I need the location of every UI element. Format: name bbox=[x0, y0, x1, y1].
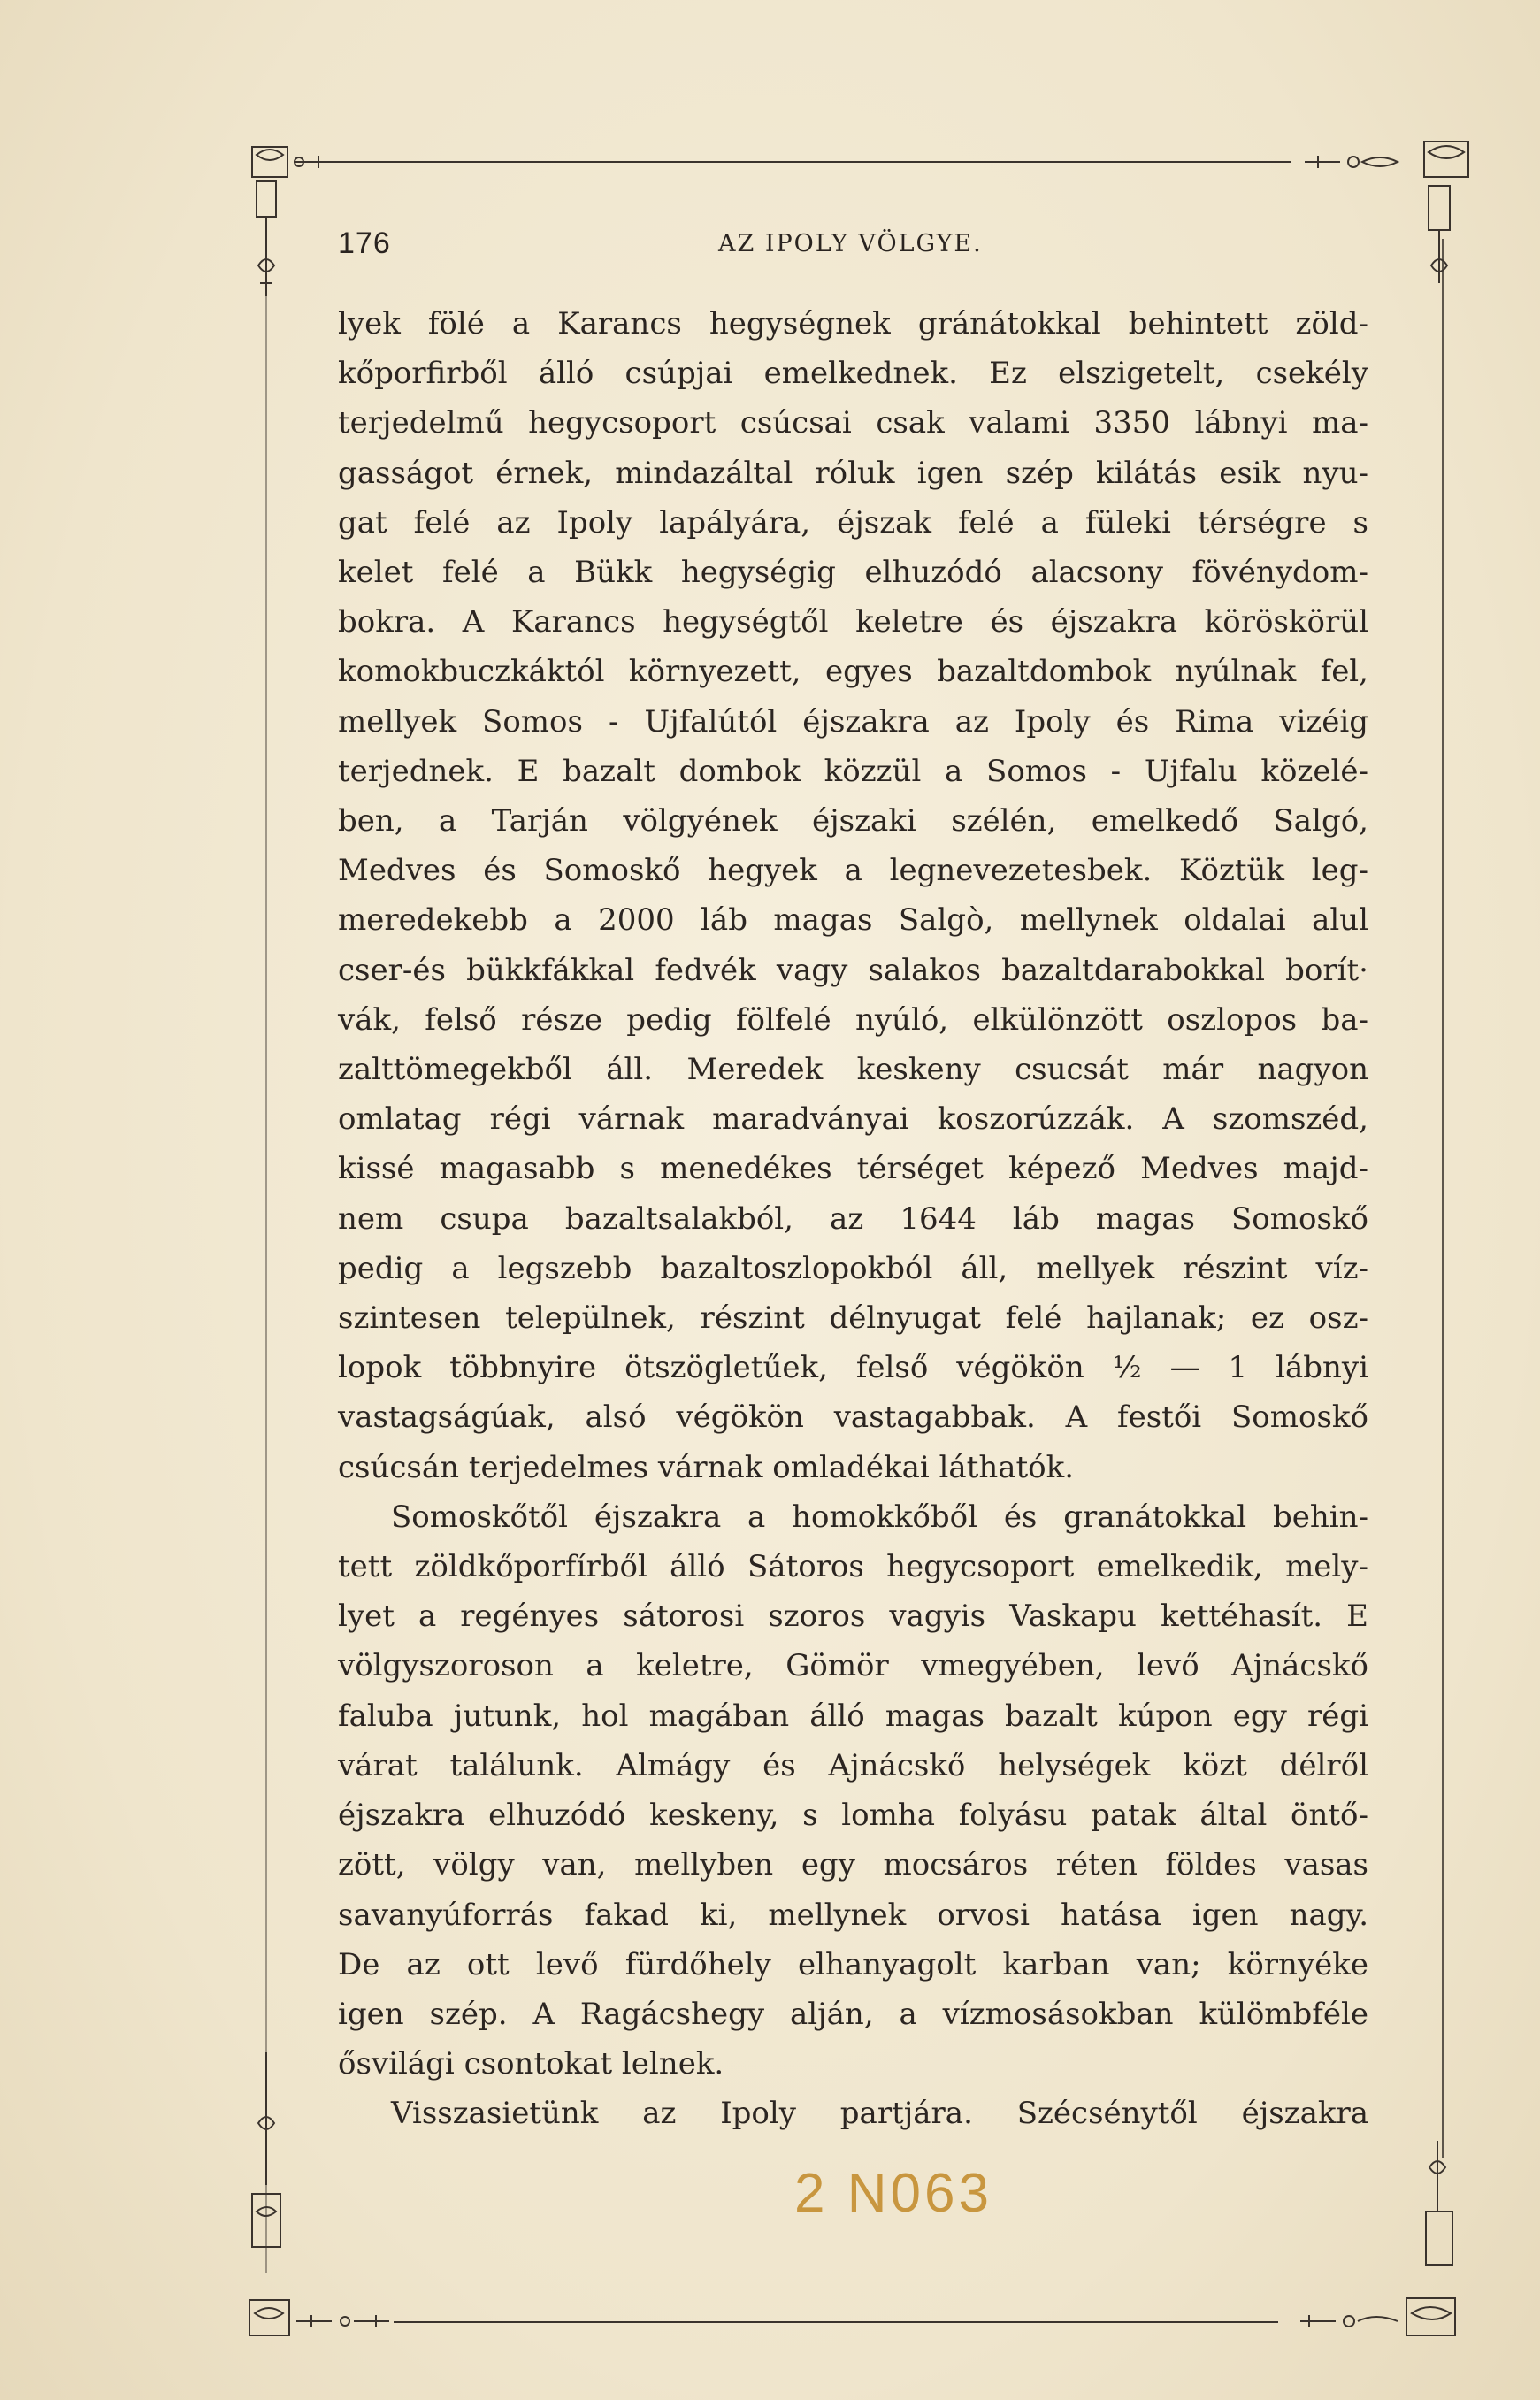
text-line: kelet felé a Bükk hegységig elhuzódó alacsony fövénydom- bbox=[338, 555, 1368, 591]
text-line: szintesen települnek, részint délnyugat felé hajlanak; ez osz- bbox=[338, 1300, 1368, 1337]
right-side-rule bbox=[1442, 239, 1444, 2158]
catalog-stamp: 2 N063 bbox=[794, 2163, 992, 2224]
text-line: zött, völgy van, mellyben egy mocsáros réten földes vasas bbox=[338, 1847, 1368, 1883]
running-head: AZ IPOLY VÖLGYE. bbox=[718, 230, 983, 257]
text-line: zalttömegekből áll. Meredek keskeny csucsát már nagyon bbox=[338, 1052, 1368, 1088]
text-line: nem csupa bazaltsalakból, az 1644 láb magas Somoskő bbox=[338, 1200, 1368, 1237]
text-line: várat találunk. Almágy és Ajnácskő helységek közt délről bbox=[338, 1747, 1368, 1783]
text-line: csúcsán terjedelmes várnak omladékai láthatók. bbox=[338, 1449, 1075, 1485]
text-line: terjedelmű hegycsoport csúcsai csak valami 3350 lábnyi ma- bbox=[338, 405, 1368, 441]
page-number: 176 bbox=[338, 226, 391, 260]
text-line: völgyszoroson a keletre, Gömör vmegyében, levő Ajnácskő bbox=[338, 1648, 1368, 1684]
ornament-top-right-icon bbox=[1305, 142, 1468, 283]
top-rule-left bbox=[294, 161, 373, 163]
text-line: bokra. A Karancs hegységtől keletre és éjszakra köröskörül bbox=[338, 604, 1368, 640]
text-line: terjednek. E bazalt dombok közzül a Somos - Ujfalu közelé- bbox=[338, 753, 1368, 789]
bottom-rule bbox=[394, 2321, 1278, 2323]
text-line: faluba jutunk, hol magában álló magas bazalt kúpon egy régi bbox=[338, 1698, 1368, 1734]
text-line: igen szép. A Ragácshegy alján, a vízmosásokban külömbféle bbox=[338, 1996, 1368, 2032]
body-text bbox=[338, 299, 1368, 2139]
text-line: pedig a legszebb bazaltoszlopokból áll, mellyek részint víz- bbox=[338, 1250, 1368, 1286]
text-line: gat felé az Ipoly lapályára, éjszak felé a füleki térségre s bbox=[338, 504, 1368, 541]
ornament-top-left-icon bbox=[252, 147, 331, 296]
text-line: omlatag régi várnak maradványai koszorúzzák. A szomszéd, bbox=[338, 1101, 1368, 1138]
text-line: lyek fölé a Karancs hegységnek gránátokkal behintett zöld- bbox=[338, 306, 1368, 341]
text-line: Medves és Somoskő hegyek a legnevezetesbek. Köztük leg- bbox=[338, 853, 1368, 889]
text-line: vák, felső része pedig fölfelé nyúló, elkülönzött oszlopos ba- bbox=[338, 1001, 1368, 1038]
text-line: ősvilági csontokat lelnek. bbox=[338, 2046, 724, 2082]
text-line: lyet a regényes sátorosi szoros vagyis Vaskapu kettéhasít. E bbox=[338, 1599, 1368, 1635]
ornament-bottom-right-icon bbox=[1300, 2141, 1455, 2335]
text-line: mellyek Somos - Ujfalútól éjszakra az Ipoly és Rima vizéig bbox=[338, 703, 1368, 740]
text-line: cser-és bükkfákkal fedvék vagy salakos bazaltdarabokkal borít· bbox=[338, 952, 1368, 988]
text-line: vastagságúak, alsó végökön vastagabbak. A festői Somoskő bbox=[338, 1399, 1368, 1436]
left-side-rule bbox=[265, 239, 267, 2273]
top-rule bbox=[372, 161, 1291, 163]
text-line: De az ott levő fürdőhely elhanyagolt karban van; környéke bbox=[338, 1946, 1368, 1982]
text-line: tett zöldkőporfírből álló Sátoros hegycsoport emelkedik, mely- bbox=[338, 1549, 1368, 1585]
text-line: ben, a Tarján völgyének éjszaki szélén, emelkedő Salgó, bbox=[338, 803, 1368, 840]
text-line: Visszasietünk az Ipoly partjára. Szécsénytől éjszakra bbox=[391, 2096, 1368, 2132]
text-line: kőporfirből álló csúpjai emelkednek. Ez elszigetelt, csekély bbox=[338, 356, 1368, 392]
text-line: komokbuczkáktól környezett, egyes bazaltdombok nyúlnak fel, bbox=[338, 654, 1368, 690]
page-header bbox=[338, 226, 1368, 262]
text-line: meredekebb a 2000 láb magas Salgò, mellynek oldalai alul bbox=[338, 902, 1368, 939]
text-line: kissé magasabb s menedékes térséget képező Medves majd- bbox=[338, 1151, 1368, 1187]
text-line: éjszakra elhuzódó keskeny, s lomha folyásu patak által öntő- bbox=[338, 1798, 1368, 1834]
text-line: savanyúforrás fakad ki, mellynek orvosi hatása igen nagy. bbox=[338, 1897, 1368, 1933]
text-line: Somoskőtől éjszakra a homokkőből és granátokkal behin- bbox=[391, 1499, 1368, 1535]
text-line: gasságot érnek, mindazáltal róluk igen szép kilátás esik nyu- bbox=[338, 455, 1368, 491]
text-line: lopok többnyire ötszögletűek, felső végökön ½ — 1 lábnyi bbox=[338, 1350, 1368, 1386]
